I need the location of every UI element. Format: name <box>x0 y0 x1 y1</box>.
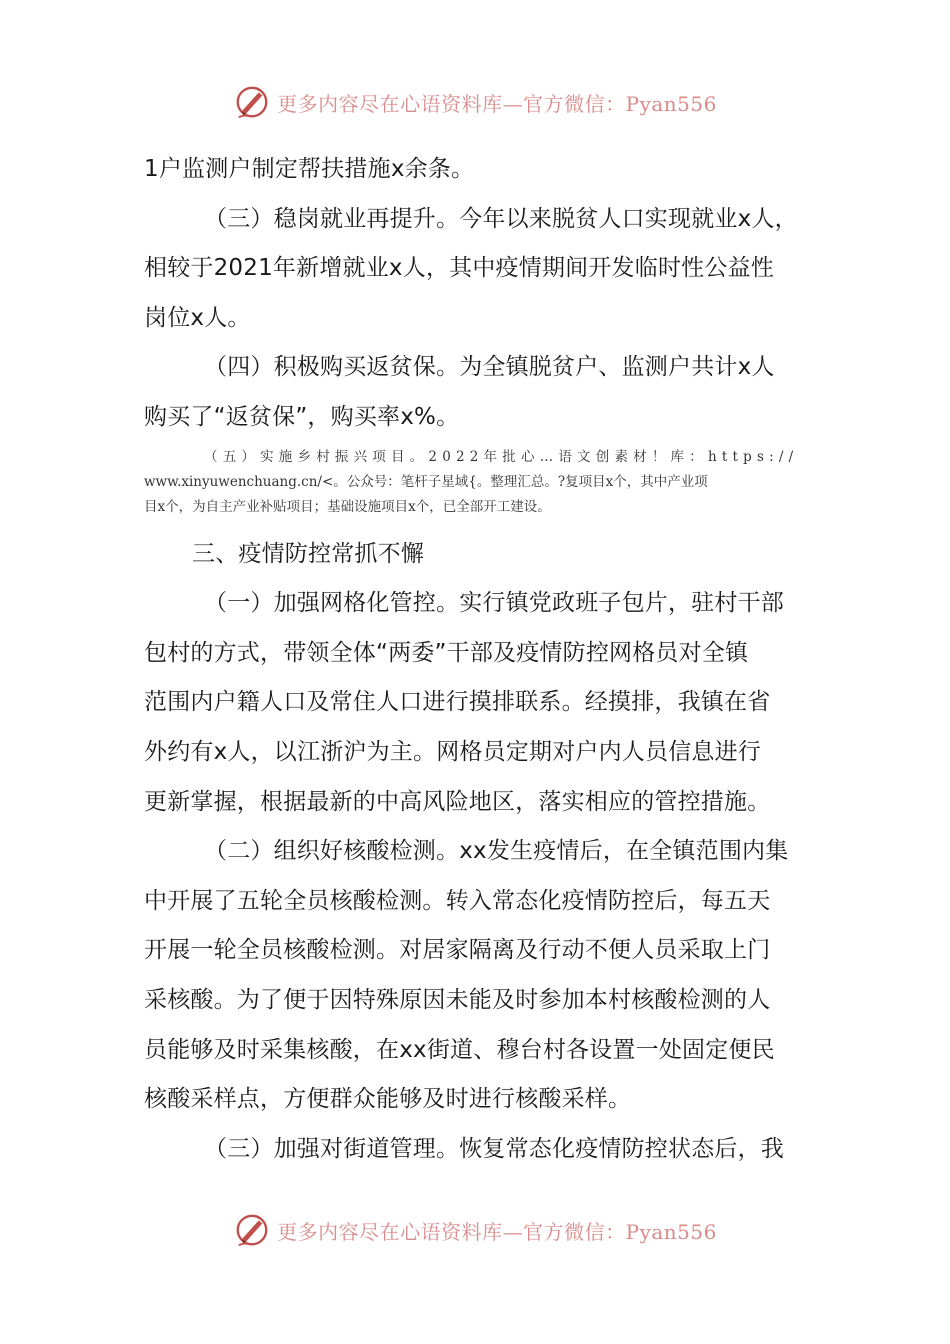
paragraph-line: （一）加强网格化管控。实行镇党政班子包片，驻村干部 <box>204 590 784 617</box>
watermark-text: 更多内容尽在心语资料库—官方微信：Pyan556 <box>277 1219 717 1244</box>
paragraph-line: 更新掌握，根据最新的中高风险地区，落实相应的管控措施。 <box>144 788 771 815</box>
small-text-line: 目x个，为自主产业补贴项目；基础设施项目x个，已全部开工建设。 <box>144 498 551 515</box>
small-text-line: （五）实施乡村振兴项目。2022年批心…语文创素材！库：https:// <box>204 448 799 465</box>
paragraph-line: 中开展了五轮全员核酸检测。转入常态化疫情防控后，每五天 <box>144 887 771 914</box>
paragraph-line: 范围内户籍人口及常住人口进行摸排联系。经摸排，我镇在省 <box>144 689 771 716</box>
section-heading: 三、疫情防控常抓不懈 <box>192 540 424 567</box>
paragraph-line: 1户监测户制定帮扶措施x余条。 <box>144 156 475 182</box>
small-text-line: www.xinyuwenchuang.cn/<。公众号：笔杆子星域{。整理汇总。?复项目x个，其中产业项 <box>144 473 708 490</box>
paragraph-line: 相较于2021年新增就业x人，其中疫情期间开发临时性公益性 <box>144 255 774 282</box>
watermark-footer <box>0 1210 950 1250</box>
paragraph-line: 开展一轮全员核酸检测。对居家隔离及行动不便人员采取上门 <box>144 937 771 964</box>
pen-circle-logo-icon <box>233 1211 271 1249</box>
paragraph-line: 包村的方式，带领全体“两委”干部及疫情防控网格员对全镇 <box>144 639 749 666</box>
watermark-header <box>0 82 950 122</box>
paragraph-line: 岗位x人。 <box>144 304 251 331</box>
paragraph-line: 核酸采样点，方便群众能够及时进行核酸采样。 <box>144 1086 632 1113</box>
paragraph-line: 购买了“返贫保”，购买率x%。 <box>144 403 460 430</box>
watermark-text: 更多内容尽在心语资料库—官方微信：Pyan556 <box>277 91 717 116</box>
paragraph-line: （三）加强对街道管理。恢复常态化疫情防控状态后，我 <box>204 1135 784 1162</box>
paragraph-line: 员能够及时采集核酸，在xx街道、穆台村各设置一处固定便民 <box>144 1036 775 1063</box>
paragraph-line: （三）稳岗就业再提升。今年以来脱贫人口实现就业x人， <box>204 205 798 232</box>
pen-circle-logo-icon <box>233 83 271 121</box>
document-page <box>144 145 812 1174</box>
paragraph-line: 采核酸。为了便于因特殊原因未能及时参加本村核酸检测的人 <box>144 986 771 1013</box>
paragraph-line: （二）组织好核酸检测。xx发生疫情后，在全镇范围内集 <box>204 838 789 865</box>
paragraph-line: 外约有x人，以江浙沪为主。网格员定期对户内人员信息进行 <box>144 738 762 765</box>
paragraph-line: （四）积极购买返贫保。为全镇脱贫户、监测户共计x人 <box>204 354 775 381</box>
inserted-small-text <box>144 445 812 520</box>
